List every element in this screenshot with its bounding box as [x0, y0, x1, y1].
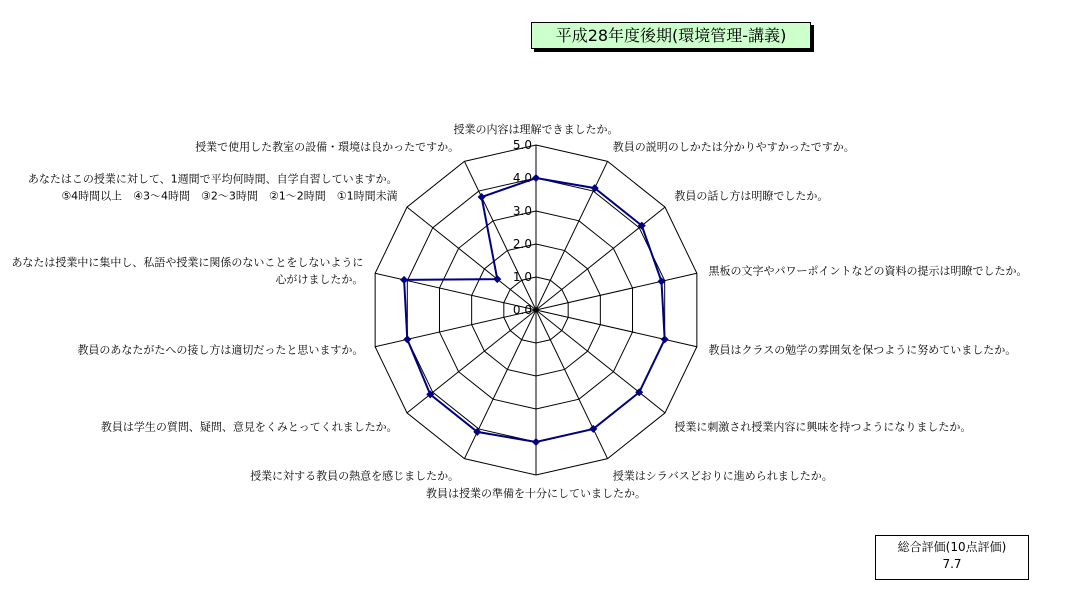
axis-label: 教員は授業の準備を十分にしていましたか。	[426, 487, 646, 500]
data-point	[661, 335, 669, 343]
radial-tick-labels	[513, 138, 532, 317]
data-point	[532, 438, 540, 446]
tick-label: 4.0	[512, 171, 532, 185]
tick-label: 5.0	[512, 138, 532, 152]
axis-label: 黒板の文字やパワーポイントなどの資料の提示は明瞭でしたか。	[708, 264, 1028, 278]
grid-spoke	[375, 310, 536, 347]
axis-label: 教員はクラスの勉学の雰囲気を保つように努めていましたか。	[708, 343, 1017, 357]
data-point	[478, 193, 486, 201]
chart-title: 平成28年度後期(環境管理-講義)	[531, 22, 811, 49]
axis-label: 授業の内容は理解できましたか。	[453, 123, 619, 136]
axis-label: 教員の説明のしかたは分かりやすかったですか。	[612, 140, 855, 154]
tick-label: 0.0	[512, 303, 532, 317]
axis-label: あなたはこの授業に対して、1週間で平均何時間、自学自習していますか。	[27, 172, 398, 186]
tick-label: 3.0	[512, 204, 532, 218]
overall-score-box	[875, 535, 1029, 580]
axis-label: 授業で使用した教室の設備・環境は良かったですか。	[195, 140, 460, 154]
tick-label: 1.0	[512, 270, 532, 284]
data-point	[532, 174, 540, 182]
grid-spoke	[536, 273, 697, 310]
axis-label: ⑤4時間以上 ④3～4時間 ③2～3時間 ②1～2時間 ①1時間未満	[61, 189, 398, 203]
axis-label: 心がけましたか。	[275, 273, 364, 287]
axis-label: 授業はシラバスどおりに進められましたか。	[612, 469, 833, 483]
overall-score-value: 7.7	[942, 557, 962, 571]
axis-label: あなたは授業中に集中し、私語や授業に関係のないことをしないように	[11, 256, 364, 270]
tick-label: 2.0	[512, 237, 532, 251]
grid-spoke	[536, 310, 697, 347]
radar-grid	[375, 145, 697, 475]
axis-label: 授業に刺激され授業内容に興味を持つようになりましたか。	[674, 420, 972, 434]
overall-score-label: 総合評価(10点評価)	[897, 540, 1007, 554]
axis-label: 授業に対する教員の熱意を感じましたか。	[250, 469, 460, 483]
data-point	[403, 335, 411, 343]
axis-label: 教員のあなたがたへの接し方は適切だったと思いますか。	[77, 343, 364, 357]
axis-label: 教員の話し方は明瞭でしたか。	[674, 189, 829, 203]
axis-label: 教員は学生の質問、疑問、意見をくみとってくれましたか。	[100, 420, 398, 434]
